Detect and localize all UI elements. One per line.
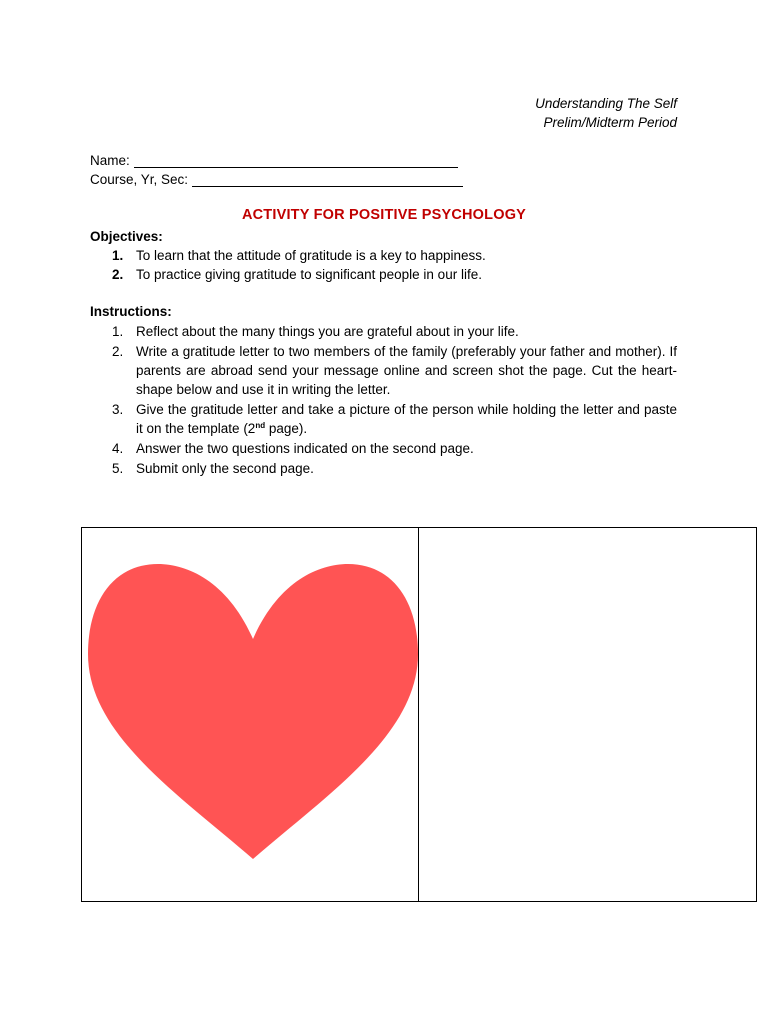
item-text: Submit only the second page. [136,461,314,476]
item-text-part: page). [265,421,308,436]
course-label: Course, Yr, Sec: [90,172,189,187]
item-text: To learn that the attitude of gratitude is a key to happiness. [136,248,486,263]
item-text: Write a gratitude letter to two members of the family (preferably your father and mother). If parents are abroad send your message online and screen shot the page. Cut the heart-shape below and use it in writing the letter. [136,344,677,397]
item-text [136,402,677,436]
item-text: Reflect about the many things you are grateful about in your life. [136,324,519,339]
list-item [90,265,677,284]
ordinal-superscript: nd [255,421,266,430]
item-number: 5. [112,461,124,476]
item-number: 1. [112,248,124,263]
item-text: To practice giving gratitude to significant people in our life. [136,267,482,282]
list-item [90,322,677,341]
objectives-list [90,246,677,284]
course-field-row [90,170,463,189]
name-field-row [90,151,463,170]
heart-cell [82,528,419,901]
name-blank-line [134,153,458,168]
instructions-list [90,322,677,479]
course-blank-line [192,172,463,187]
instructions-label: Instructions: [90,304,172,319]
item-text: Answer the two questions indicated on the second page. [136,441,474,456]
item-number: 1. [112,324,124,339]
student-info-fields [90,151,463,189]
course-title: Understanding The Self [535,96,677,111]
item-number: 2. [112,267,124,282]
list-item [90,342,677,399]
heart-shape [88,564,418,859]
period-label: Prelim/Midterm Period [543,115,677,130]
photo-cell [419,528,756,901]
list-item [90,439,677,458]
page-title: ACTIVITY FOR POSITIVE PSYCHOLOGY [241,207,527,223]
objectives-label: Objectives: [90,229,163,244]
item-number: 4. [112,441,124,456]
list-item [90,400,677,438]
document-header [535,94,677,132]
item-text-part: Give the gratitude letter and take a picture of the person while holding the letter and paste it on the template (2 [136,402,677,436]
list-item [90,459,677,478]
list-item [90,246,677,265]
item-number: 3. [112,402,124,417]
heart-icon [88,564,418,859]
photo-template-table [81,527,757,902]
item-number: 2. [112,344,124,359]
name-label: Name: [90,153,130,168]
